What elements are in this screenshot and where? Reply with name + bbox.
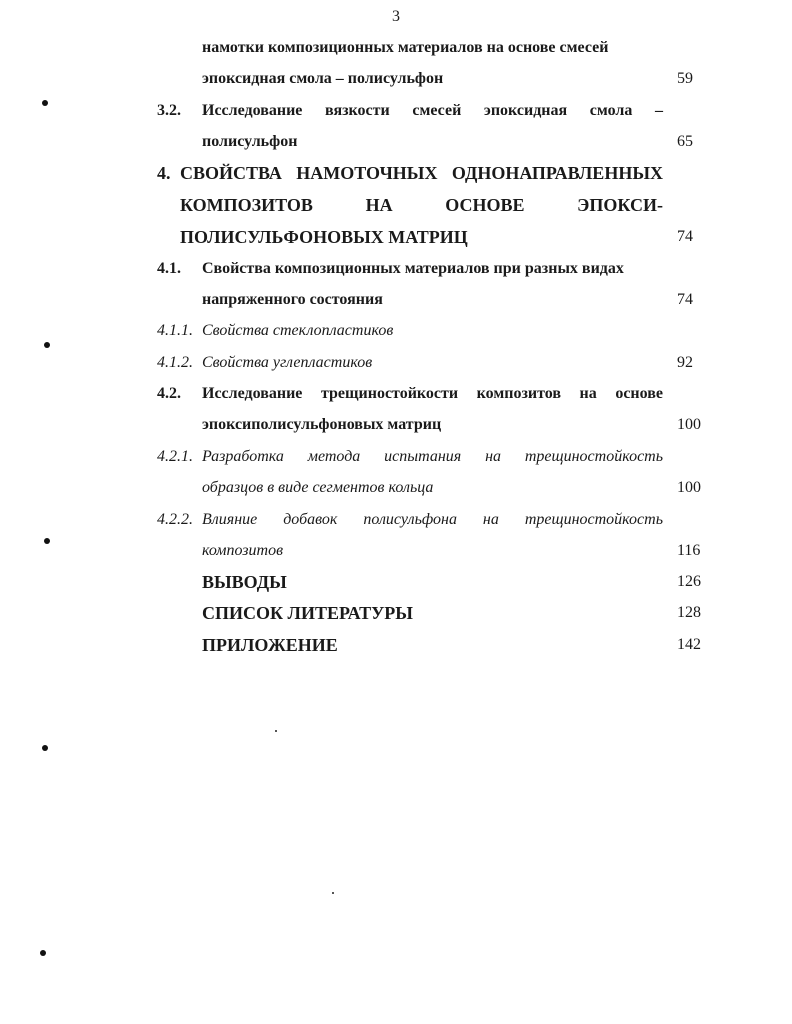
toc-section-title: СПИСОК ЛИТЕРАТУРЫ <box>202 603 413 623</box>
toc-page-number: 116 <box>677 542 701 559</box>
toc-section-title: ПРИЛОЖЕНИЕ <box>202 635 338 655</box>
toc-entry-text: полисульфон <box>202 133 298 150</box>
margin-dot <box>42 100 48 106</box>
margin-dot <box>40 950 46 956</box>
toc-chapter-title: ПОЛИСУЛЬФОНОВЫХ МАТРИЦ <box>180 227 468 247</box>
toc-entry-text: композитов <box>202 542 284 559</box>
margin-dot <box>42 745 48 751</box>
toc-entry-number: 4.2.2. <box>157 511 193 528</box>
toc-entry-number: 4.1.2. <box>157 354 193 371</box>
toc-entry-text: образцов в виде сегментов кольца <box>202 479 434 496</box>
toc-page-number: 100 <box>677 416 701 433</box>
toc-chapter-title: СВОЙСТВА НАМОТОЧНЫХ ОДНОНАПРАВЛЕННЫХ <box>180 163 663 183</box>
toc-entry-number: 3.2. <box>157 102 181 119</box>
scan-speck <box>275 730 277 732</box>
toc-page-number: 74 <box>677 228 693 245</box>
margin-dot <box>44 538 50 544</box>
toc-entry-text: напряженного состояния <box>202 291 383 308</box>
toc-page-number: 65 <box>677 133 693 150</box>
toc-page-number: 92 <box>677 354 693 371</box>
toc-entry-number: 4.1. <box>157 260 181 277</box>
scan-speck <box>332 892 334 894</box>
toc-chapter-number: 4. <box>157 163 171 183</box>
toc-entry-number: 4.2.1. <box>157 448 193 465</box>
toc-entry-text: Свойства углепластиков <box>202 354 373 371</box>
toc-entry-text: эпоксидная смола – полисульфон <box>202 70 444 87</box>
page-number: 3 <box>392 8 400 25</box>
toc-page-number: 128 <box>677 604 701 621</box>
toc-entry-text: Свойства стеклопластиков <box>202 322 394 339</box>
margin-dot <box>44 342 50 348</box>
toc-chapter-title: КОМПОЗИТОВ НА ОСНОВЕ ЭПОКСИ- <box>180 195 663 215</box>
toc-page-number: 74 <box>677 291 693 308</box>
toc-entry-text: намотки композиционных материалов на основе смесей <box>202 39 609 56</box>
toc-entry-text: эпоксиполисульфоновых матриц <box>202 416 442 433</box>
toc-entry-text: Свойства композиционных материалов при разных видах <box>202 260 624 277</box>
toc-entry-text: Разработка метода испытания на трещиностойкость <box>202 448 663 465</box>
toc-entry-text: Исследование трещиностойкости композитов на основе <box>202 385 663 402</box>
toc-entry-text: Влияние добавок полисульфона на трещиностойкость <box>202 511 663 528</box>
toc-page-number: 100 <box>677 479 701 496</box>
toc-page-number: 142 <box>677 636 701 653</box>
toc-entry-number: 4.1.1. <box>157 322 193 339</box>
toc-page-number: 59 <box>677 70 693 87</box>
toc-entry-text: Исследование вязкости смесей эпоксидная смола – <box>202 102 663 119</box>
toc-section-title: ВЫВОДЫ <box>202 572 287 592</box>
toc-entry-number: 4.2. <box>157 385 181 402</box>
toc-page-number: 126 <box>677 573 701 590</box>
